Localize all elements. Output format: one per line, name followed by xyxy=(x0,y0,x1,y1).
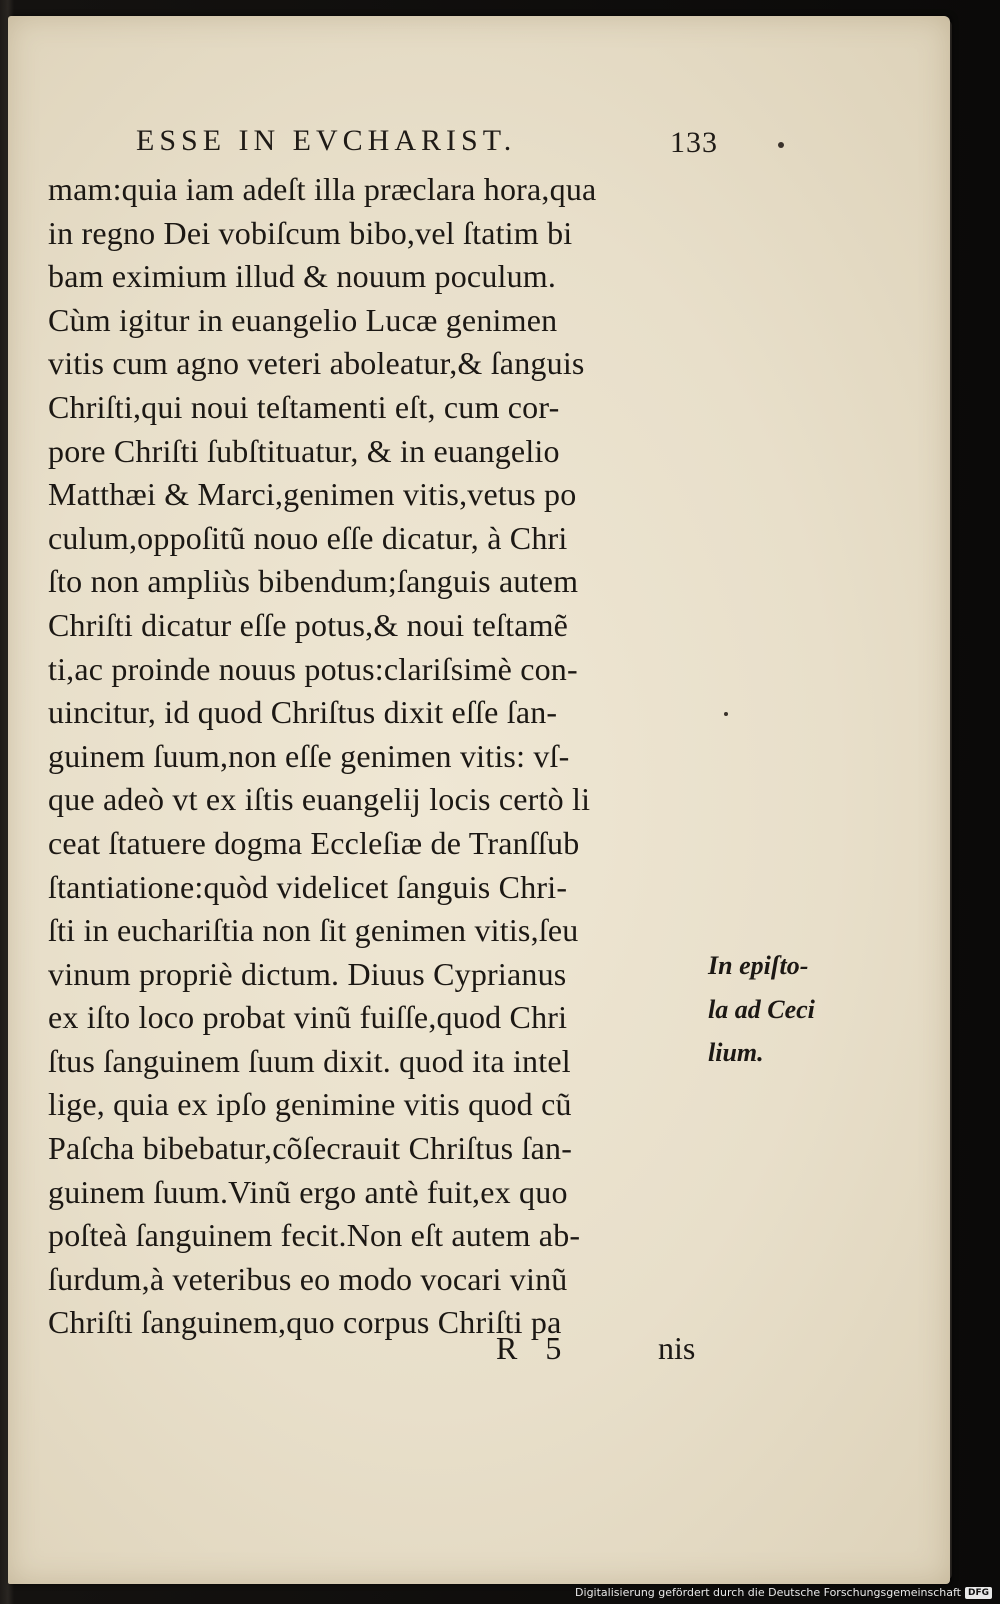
text-line: guinem ſuum.Vinũ ergo antè fuit,ex quo xyxy=(48,1173,568,1210)
text-line: ex iſto loco probat vinũ fuiſſe,quod Chri xyxy=(48,999,568,1036)
text-line: vinum propriè dictum. Diuus Cyprianus xyxy=(48,955,567,992)
text-line: Chriſti ſanguinem,quo corpus Chriſti pa xyxy=(48,1304,562,1341)
text-line: in regno Dei vobiſcum bibo,vel ſtatim bi xyxy=(48,214,573,251)
text-line: Chriſti,qui noui teſtamenti eſt, cum cor- xyxy=(48,388,560,425)
text-line: lige, quia ex ipſo genimine vitis quod cũ xyxy=(48,1086,572,1123)
text-line: ſtantiatione:quòd videlicet ſanguis Chri- xyxy=(48,868,568,905)
marginal-note-line: In epiſto- xyxy=(708,951,809,980)
text-line: Chriſti dicatur eſſe potus,& noui teſtamẽ xyxy=(48,606,569,643)
text-line: Paſcha bibebatur,cõſecrauit Chriſtus ſan- xyxy=(48,1130,573,1167)
text-line: uincitur, id quod Chriſtus dixit eſſe ſan- xyxy=(48,694,558,731)
text-line: guinem ſuum,non eſſe genimen vitis: vſ- xyxy=(48,737,570,774)
text-line: que adeò vt ex iſtis euangelij locis certò li xyxy=(48,781,591,818)
marginal-note xyxy=(708,944,848,1075)
digitization-credit xyxy=(575,1586,992,1599)
text-line: poſteà ſanguinem fecit.Non eſt autem ab- xyxy=(48,1217,581,1254)
text-line: ceat ſtatuere dogma Eccleſiæ de Tranſſub xyxy=(48,824,580,861)
text-line: ſurdum,à veteribus eo modo vocari vinũ xyxy=(48,1260,568,1297)
text-line: ſtus ſanguinem ſuum dixit. quod ita intel xyxy=(48,1042,571,1079)
dfg-logo-icon: DFG xyxy=(965,1587,992,1599)
page-footer xyxy=(0,1330,1000,1378)
text-line: ſto non ampliùs bibendum;ſanguis autem xyxy=(48,563,579,600)
marginal-note-line: la ad Ceci xyxy=(708,994,815,1024)
signature-mark: R 5 xyxy=(496,1330,572,1366)
page-header xyxy=(0,124,1000,168)
body-text xyxy=(48,168,718,1345)
ink-speck xyxy=(724,712,728,716)
text-line: ti,ac proinde nouus potus:clariſsimè con- xyxy=(48,650,578,687)
text-line: ſti in euchariſtia non ſit genimen vitis,ſeu xyxy=(48,912,579,949)
ink-speck xyxy=(778,142,784,148)
text-line: vitis cum agno veteri aboleatur,& ſanguis xyxy=(48,345,585,382)
text-line: mam:quia iam adeſt illa præclara hora,qua xyxy=(48,171,597,207)
page-number: 133 xyxy=(670,126,718,159)
running-head: ESSE IN EVCHARIST. xyxy=(136,124,517,157)
text-line: Cùm igitur in euangelio Lucæ genimen xyxy=(48,301,558,338)
text-line: bam eximium illud & nouum poculum. xyxy=(48,258,557,295)
text-line: culum,oppoſitũ nouo eſſe dicatur, à Chri xyxy=(48,519,568,556)
catchword: nis xyxy=(658,1330,696,1366)
marginal-note-line: lium. xyxy=(708,1038,764,1068)
text-line: pore Chriſti ſubſtituatur, & in euangelio xyxy=(48,432,560,469)
text-line: Matthæi & Marci,genimen vitis,vetus po xyxy=(48,476,577,513)
credit-text: Digitalisierung gefördert durch die Deutsche Forschungsgemeinschaft xyxy=(575,1586,961,1599)
